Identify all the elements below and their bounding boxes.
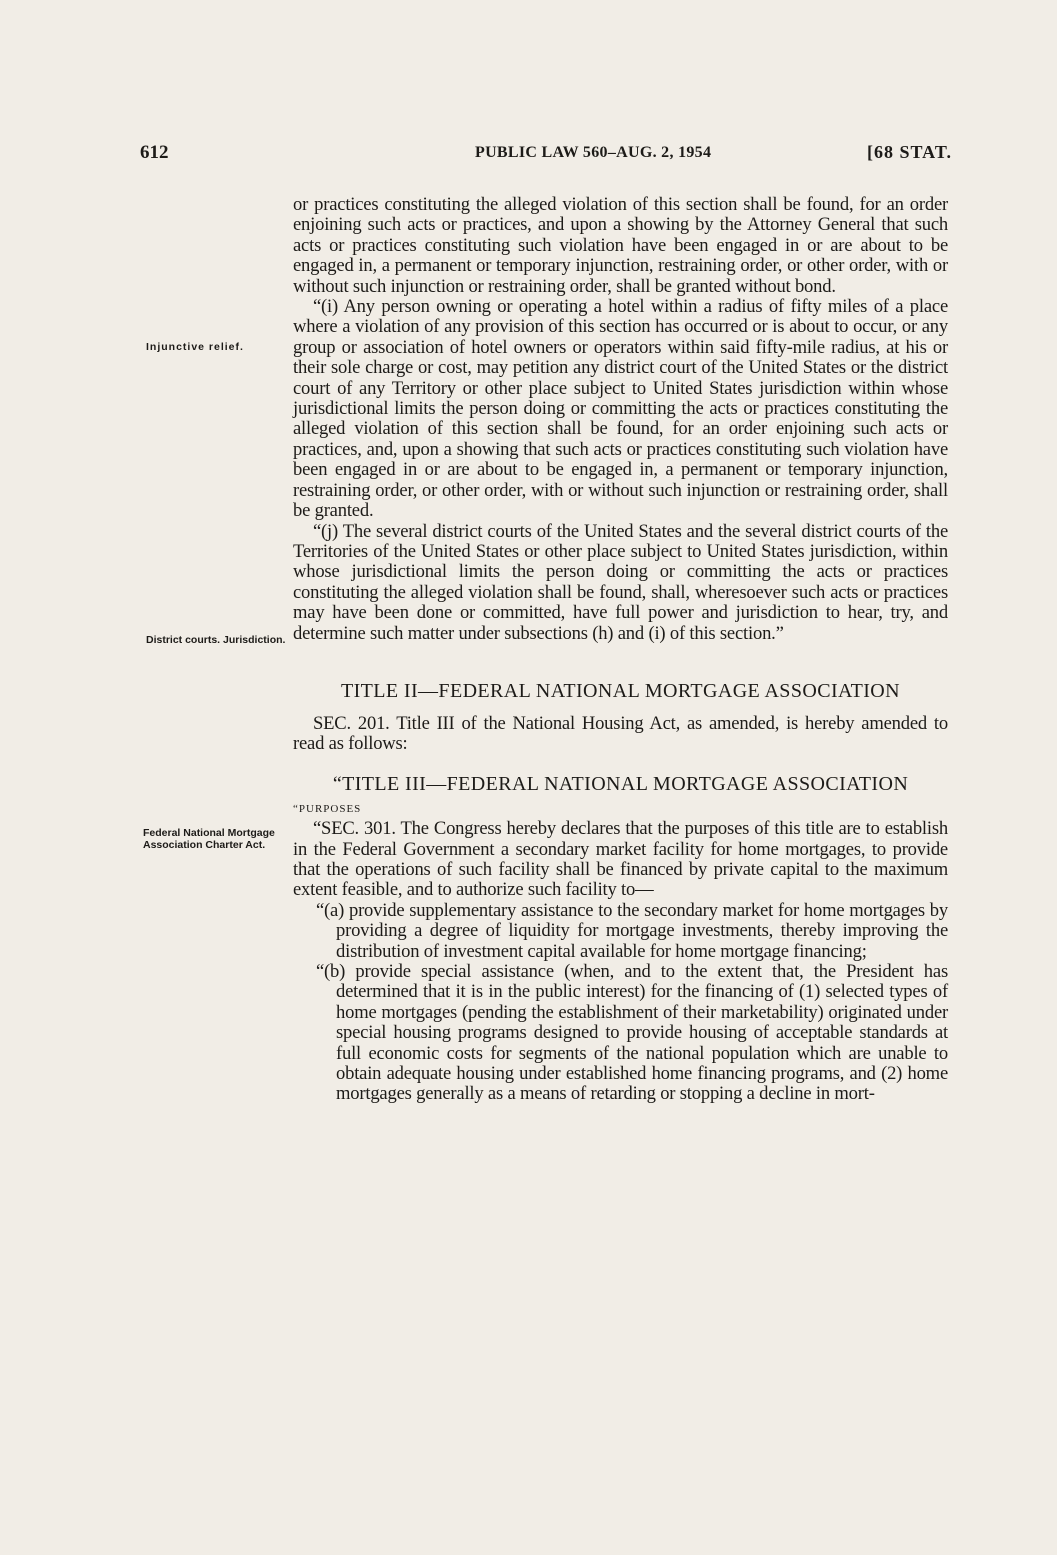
body-text [293,195,948,1105]
purposes-heading: “PURPOSES [293,802,362,815]
margin-note-fnma-charter-act: Federal National Mortgage Association Charter Act. [143,827,275,851]
title-iii-heading: “TITLE III—FEDERAL NATIONAL MORTGAGE ASSOCIATION [332,772,909,795]
page-header [140,142,952,172]
section-201: SEC. 201. Title III of the National Housing Act, as amended, is hereby amended to read as follows: [293,712,948,755]
volume-citation: [68 STAT. [866,142,952,162]
clause-a: “(a) provide supplementary assistance to the secondary market for home mortgages by providing a degree of liquidity for mortgage investments, thereby improving the distribution of investment capital available for home mortgage financing; [316,899,948,962]
clause-b: “(b) provide special assistance (when, and to the extent that, the President has determined that it is in the public interest) for the financing of (1) selected types of home mortgages (pending the establishment of their marketability) originated under special housing programs designed to provide housing of acceptable standards at full economic costs for segments of the national population which are unable to obtain adequate housing under established home financing programs, and (2) home mortgages generally as a means of retarding or stopping a decline in mort- [316,961,948,1105]
margin-note-injunctive-relief: Injunctive relief. [146,341,244,353]
running-title: PUBLIC LAW 560–AUG. 2, 1954 [475,144,712,161]
margin-note-district-courts: District courts. Jurisdiction. [146,634,286,646]
paragraph-subsection-j: “(j) The several district courts of the United States and the several district courts of the Territories of the United States or other place subject to United States jurisdiction, within whose jurisdictional limits the person doing or committing the acts or practices constituting the alleged violation shall be found, shall, wheresoever such acts or practices may have been done or committed, have full power and jurisdiction to hear, try, and determine such matter under subsections (h) and (i) of this section.” [293,520,948,644]
paragraph-subsection-i: “(i) Any person owning or operating a hotel within a radius of fifty miles of a place where a violation of any provision of this section has occurred or is about to occur, or any group or association of hotel owners or operators within said fifty-mile radius, at his or their sole charge or cost, may petition any district court of the United States or the district court of any Territory or other place subject to United States jurisdiction within whose jurisdictional limits the person doing or committing the acts or practices constituting the alleged violation of this section shall be found, for an order enjoining such acts or practices, and, upon a showing that such acts or practices constituting such violation have been engaged in or are about to be engaged in, a permanent or temporary injunction, restraining order, or other order, with or without such injunction or restraining order, shall be granted. [293,296,948,522]
page-number: 612 [140,142,169,163]
title-ii-heading: TITLE II—FEDERAL NATIONAL MORTGAGE ASSOCIATION [340,679,900,702]
section-301: “SEC. 301. The Congress hereby declares that the purposes of this title are to establish in the Federal Government a secondary market facility for home mortgages, to provide that the operations of such facility shall be financed by private capital to the maximum extent feasible, and to authorize such facility to— [293,818,948,901]
paragraph-continuation: or practices constituting the alleged violation of this section shall be found, for an order enjoining such acts or practices, and upon a showing by the Attorney General that such acts or practices constituting such violation have been engaged in or are about to be engaged in, a permanent or temporary injunction, restraining order, or other order, with or without such injunction or restraining order, shall be granted without bond. [293,194,948,297]
